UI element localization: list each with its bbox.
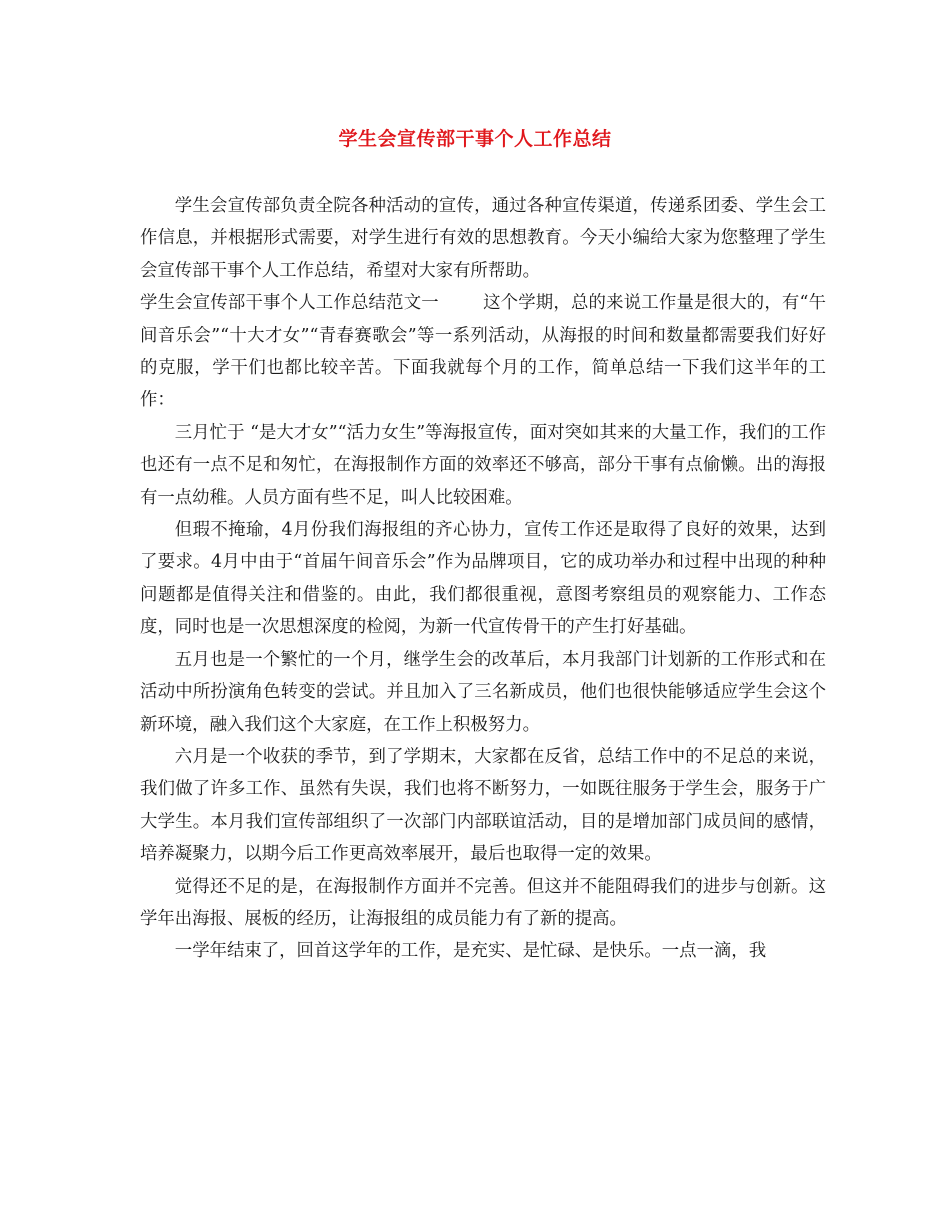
- body-paragraph: 一学年结束了，回首这学年的工作，是充实、是忙碌、是快乐。一点一滴，我: [174, 941, 767, 962]
- intro-paragraph: 学生会宣传部负责全院各种活动的宣传，通过各种宣传渠道，传递系团委、学生会工作信息，并根据形式需要，对学生进行有效的思想教育。今天小编给大家为您整理了学生会宣传部干事个人工作总结，希望对大家有所帮助。: [140, 196, 826, 281]
- body-paragraph: 三月忙于 “是大才女”“活力女生”等海报宣传，面对突如其来的大量工作，我们的工作也还有一点不足和匆忙，在海报制作方面的效率还不够高，部分干事有点偷懒。出的海报有一点幼稚。人员方面有些不足，叫人比较困难。: [140, 422, 826, 508]
- document-title: 学生会宣传部干事个人工作总结: [338, 128, 612, 150]
- body-paragraph: 觉得还不足的是，在海报制作方面并不完善。但这并不能阻碍我们的进步与创新。这学年出海报、展板的经历，让海报组的成员能力有了新的提高。: [140, 876, 826, 929]
- sample-first-text: 这个学期，总的来说工作量是很大的，有“午间音乐会”“十大才女”“青春赛歌会”等一系列活动，从海报的时间和数量都需要我们好好的克服，学干们也都比较辛苦。下面我就每个月的工作，简单总结一下我们这半年的工作：: [140, 293, 826, 411]
- body-paragraph: 五月也是一个繁忙的一个月，继学生会的改革后，本月我部门计划新的工作形式和在活动中所扮演角色转变的尝试。并且加入了三名新成员，他们也很快能够适应学生会这个新环境，融入我们这个大家庭，在工作上积极努力。: [140, 649, 826, 735]
- body-paragraph: 六月是一个收获的季节，到了学期末，大家都在反省，总结工作中的不足总的来说，我们做了许多工作、虽然有失误，我们也将不断努力，一如既往服务于学生会，服务于广大学生。本月我们宣传部组织了一次部门内部联谊活动，目的是增加部门成员间的感情，培养凝聚力，以期今后工作更高效率展开，最后也取得一定的效果。: [140, 746, 826, 865]
- sample-paragraph: [140, 287, 826, 417]
- body-paragraph: 但瑕不掩瑜，4月份我们海报组的齐心协力，宣传工作还是取得了良好的效果，达到了要求。4月中由于“首届午间音乐会”作为品牌项目，它的成功举办和过程中出现的种种问题都是值得关注和借鉴的。由此，我们都很重视，意图考察组员的观察能力、工作态度，同时也是一次思想深度的检阅，为新一代宣传骨干的产生打好基础。: [140, 520, 826, 638]
- document-body: [140, 190, 826, 968]
- sample-heading: 学生会宣传部干事个人工作总结范文一: [140, 293, 439, 314]
